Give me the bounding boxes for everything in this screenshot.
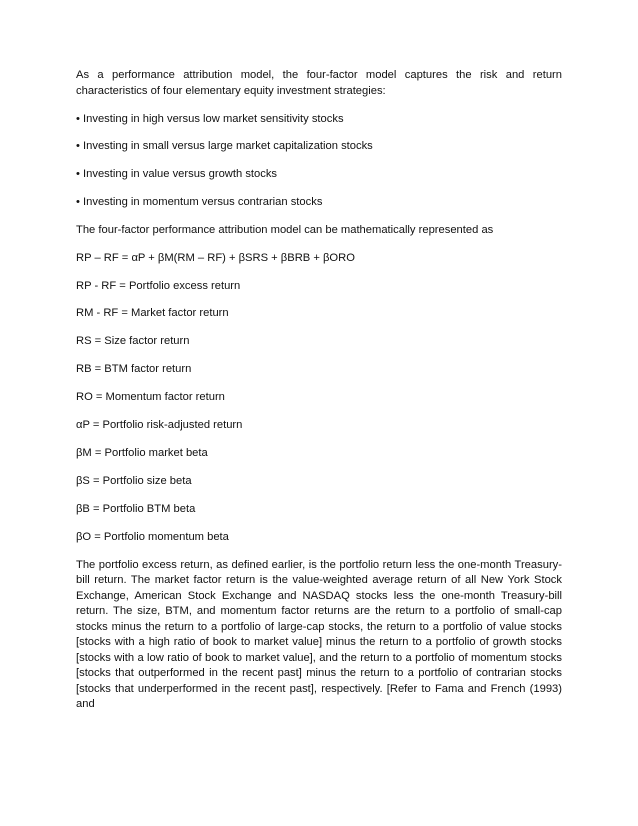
intro-paragraph: As a performance attribution model, the four-factor model captures the risk and return characteristics of four elementary equity investment strategies: <box>76 69 562 97</box>
definition-size-factor-return: RS = Size factor return <box>76 335 190 348</box>
strategy-item-momentum-contrarian: • Investing in momentum versus contrarian stocks <box>76 196 323 209</box>
four-factor-formula: RP – RF = αP + βM(RM – RF) + βSRS + βBRB + βORO <box>76 251 355 264</box>
definition-portfolio-excess-return: RP - RF = Portfolio excess return <box>76 279 241 292</box>
definition-size-beta: βS = Portfolio size beta <box>76 474 192 487</box>
definition-momentum-beta: βO = Portfolio momentum beta <box>76 530 229 543</box>
model-intro-line: The four-factor performance attribution model can be mathematically represented as <box>76 223 494 236</box>
strategy-item-market-sensitivity: • Investing in high versus low market sensitivity stocks <box>76 112 344 125</box>
definition-market-factor-return: RM - RF = Market factor return <box>76 307 229 320</box>
definition-risk-adjusted-return: αP = Portfolio risk-adjusted return <box>76 419 243 432</box>
strategy-item-value-growth: • Investing in value versus growth stocks <box>76 168 278 181</box>
definition-list <box>76 279 562 546</box>
strategy-item-market-cap: • Investing in small versus large market capitalization stocks <box>76 140 373 153</box>
definition-market-beta: βM = Portfolio market beta <box>76 446 208 459</box>
page-content <box>76 68 562 713</box>
definition-btm-factor-return: RB = BTM factor return <box>76 363 192 376</box>
definition-momentum-factor-return: RO = Momentum factor return <box>76 391 225 404</box>
definition-btm-beta: βB = Portfolio BTM beta <box>76 502 196 515</box>
strategy-list <box>76 112 562 211</box>
closing-paragraph: The portfolio excess return, as defined earlier, is the portfolio return less the one-month Treasury-bill return. The market factor return is the value-weighted average return of all New York Stock Exchange, American Stock Exchange and NASDAQ stocks less the one-month Treasury-bill return. The size, BTM, and momentum factor returns are the return to a portfolio of small-cap stocks minus the return to a portfolio of large-cap stocks, the return to a portfolio of value stocks [stocks with a high ratio of book to market value] minus the return to a portfolio of growth stocks [stocks with a low ratio of book to market value], and the return to a portfolio of momentum stocks [stocks that outperformed in the recent past] minus the return to a portfolio of contrarian stocks [stocks that underperformed in the recent past], respectively. [Refer to Fama and French (1993) and <box>76 558 562 710</box>
